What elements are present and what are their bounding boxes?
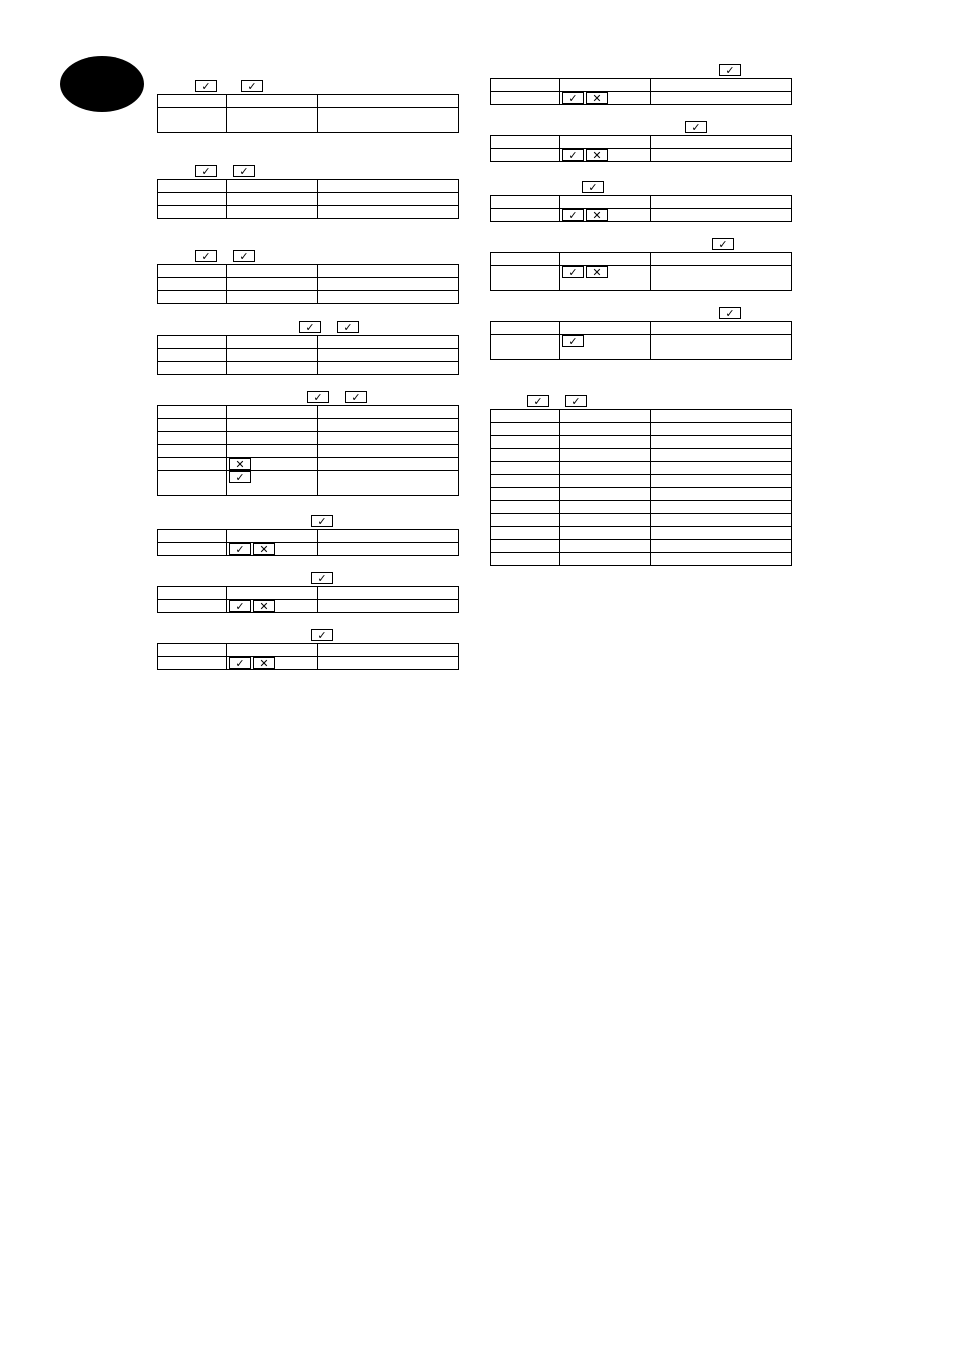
section-6: [157, 515, 459, 556]
section-5: [157, 391, 459, 496]
spec-table: [490, 409, 792, 566]
cross-icon: ✕: [253, 657, 275, 669]
checkmark-icon: ✓: [562, 92, 584, 104]
cross-icon: ✕: [586, 92, 608, 104]
checkmark-icon: ✓: [719, 64, 741, 76]
checkmark-icon: ✓: [229, 471, 251, 483]
checkmark-icon: ✓: [527, 395, 549, 407]
checkmark-icon: ✓: [719, 307, 741, 319]
cross-icon: ✕: [253, 543, 275, 555]
spec-table: [157, 643, 459, 670]
section-10: [490, 121, 792, 162]
spec-table: [490, 78, 792, 105]
section-9: [490, 64, 792, 105]
spec-table: [157, 405, 459, 496]
section-14: [490, 395, 792, 566]
page-tab-marker: [60, 56, 144, 112]
checkmark-icon: ✓: [565, 395, 587, 407]
spec-table: [490, 195, 792, 222]
checkmark-icon: ✓: [712, 238, 734, 250]
spec-table: [490, 135, 792, 162]
spec-table: [157, 94, 459, 133]
checkmark-icon: ✓: [562, 209, 584, 221]
checkmark-icon: ✓: [685, 121, 707, 133]
cross-icon: ✕: [586, 266, 608, 278]
cross-icon: ✕: [253, 600, 275, 612]
checkmark-icon: ✓: [229, 600, 251, 612]
checkmark-icon: ✓: [195, 80, 217, 92]
spec-table: [490, 321, 792, 360]
spec-table: [157, 335, 459, 375]
checkmark-icon: ✓: [562, 335, 584, 347]
section-1: [157, 80, 459, 133]
section-3: [157, 250, 459, 304]
checkmark-icon: ✓: [562, 266, 584, 278]
checkmark-icon: ✓: [562, 149, 584, 161]
section-4: [157, 321, 459, 375]
checkmark-icon: ✓: [299, 321, 321, 333]
spec-table: [157, 529, 459, 556]
section-2: [157, 165, 459, 219]
section-8: [157, 629, 459, 670]
checkmark-icon: ✓: [337, 321, 359, 333]
checkmark-icon: ✓: [307, 391, 329, 403]
checkmark-icon: ✓: [233, 165, 255, 177]
section-13: [490, 307, 792, 360]
checkmark-icon: ✓: [241, 80, 263, 92]
section-11: [490, 181, 792, 222]
cross-icon: ✕: [586, 209, 608, 221]
checkmark-icon: ✓: [195, 250, 217, 262]
checkmark-icon: ✓: [311, 572, 333, 584]
spec-table: [157, 179, 459, 219]
section-7: [157, 572, 459, 613]
checkmark-icon: ✓: [311, 515, 333, 527]
section-12: [490, 238, 792, 291]
spec-table: [157, 586, 459, 613]
checkmark-icon: ✓: [345, 391, 367, 403]
cross-icon: ✕: [586, 149, 608, 161]
checkmark-icon: ✓: [229, 543, 251, 555]
checkmark-icon: ✓: [229, 657, 251, 669]
checkmark-icon: ✓: [582, 181, 604, 193]
checkmark-icon: ✓: [233, 250, 255, 262]
cross-icon: ✕: [229, 458, 251, 470]
checkmark-icon: ✓: [195, 165, 217, 177]
spec-table: [157, 264, 459, 304]
checkmark-icon: ✓: [311, 629, 333, 641]
spec-table: [490, 252, 792, 291]
